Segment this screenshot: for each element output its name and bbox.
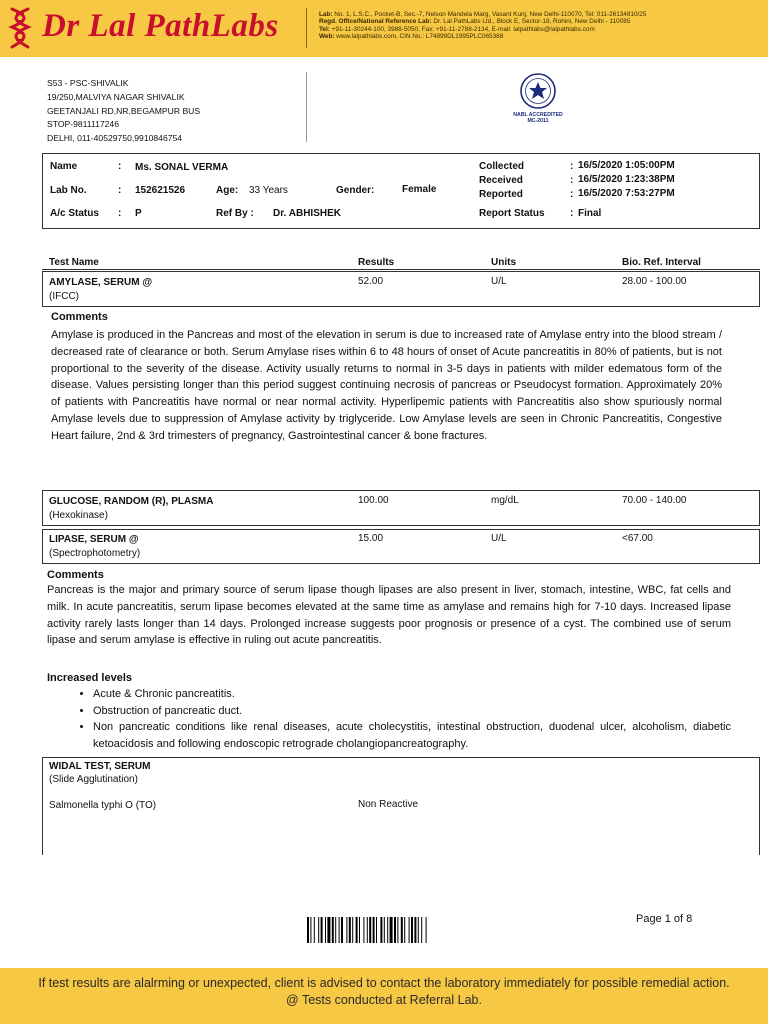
widal-sub-test-name: Salmonella typhi O (TO) (49, 800, 157, 811)
collection-center-address (47, 77, 200, 146)
increased-levels-heading: Increased levels (47, 672, 133, 684)
lab-number: 152621526 (135, 185, 186, 196)
lipase-unit: U/L (491, 533, 507, 544)
col-results: Results (358, 257, 395, 268)
glucose-result: 100.00 (358, 495, 389, 506)
gender-value: Female (402, 184, 437, 195)
widal-test-name: WIDAL TEST, SERUM (49, 761, 151, 772)
center-line: GEETANJALI RD,NR,BEGAMPUR BUS (47, 105, 201, 116)
col-bio-ref: Bio. Ref. Interval (622, 257, 701, 268)
footer-disclaimer (0, 975, 768, 1009)
list-item: • Non pancreatic conditions like renal diseases, acute cholecystitis, intestinal obstruction, duodenal ulcer, alcoholism, diabetic ketoacidosis and following endoscopic retrograde cholangiopancreatography. (93, 719, 731, 752)
glucose-ref-interval: 70.00 - 140.00 (622, 495, 687, 506)
reported-value: 16/5/2020 7:53:27PM (578, 188, 675, 199)
colon: : (118, 161, 122, 172)
center-line: S53 - PSC-SHIVALIK (47, 78, 129, 88)
center-line: DELHI, 011-40529750,9910846754 (47, 133, 183, 144)
amylase-ref-interval: 28.00 - 100.00 (622, 276, 687, 287)
refby-value: Dr. ABHISHEK (273, 208, 341, 219)
collected-value: 16/5/2020 1:05:00PM (578, 160, 675, 171)
report-status-value: Final (578, 208, 602, 219)
refby-label: Ref By : (216, 208, 254, 219)
colon: : (570, 161, 574, 172)
colon: : (570, 175, 574, 186)
amylase-comments-text: Amylase is produced in the Pancreas and most of the elevation in serum is due to increased rate of Amylase entry into the blood stream / decreased rate of clearance or both. Serum Amylase rises within 6 to 48 hours of onset of Acute pancreatitis in 80% of patients, but is not proportional to the severity of the disease. Activity usually returns to normal in 3-5 days in patients with milder edematous form of the disease. Values persisting longer than this period suggest continuing necrosis of pancreas or Pseudocyst formation. Approximately 20% of patients with Pancreatitis have normal or near normal activity. Hyperlipemic patients with Pancreatitis also show spuriously normal Amylase levels due to suppression of Amylase activity by triglyceride. Low Amylase levels are seen in Chronic Pancreatitis, Congestive Heart failure, 2nd & 3rd trimesters of pregnancy, Gastrointestinal cancer & bone fractures. (51, 329, 722, 442)
header-divider (306, 8, 307, 48)
center-divider (306, 72, 307, 142)
acstatus-value: P (135, 208, 142, 219)
received-label: Received (479, 175, 523, 186)
gender-label: Gender: (336, 185, 375, 196)
phone-line: Tel: +91-11-30244-100, 3988-5050, Fax: +91-11-2788-2134, E-mail: lalpathlabs@lalpathlabs.com (319, 25, 595, 33)
colon: : (570, 189, 574, 200)
reported-label: Reported (479, 189, 523, 200)
colon: : (570, 208, 574, 219)
amylase-comments-heading: Comments (51, 311, 108, 323)
nabl-accreditation-text: NABL ACCREDITED MC-2011 (513, 112, 563, 124)
col-units: Units (491, 257, 516, 268)
lipase-ref-interval: <67.00 (622, 533, 653, 544)
received-value: 16/5/2020 1:23:38PM (578, 174, 675, 185)
glucose-test-name: GLUCOSE, RANDOM (R), PLASMA (49, 496, 214, 507)
regd-office-line: Regd. Office/National Reference Lab: Dr. Lal PathLabs Ltd., Block E, Sector-18, Rohini, New Delhi - 110085 (319, 18, 631, 26)
lipase-result: 15.00 (358, 533, 384, 544)
increased-levels-list (47, 686, 731, 752)
dna-helix-logo-icon (8, 6, 32, 50)
page-number: Page 1 of 8 (636, 913, 693, 925)
widal-method: (Slide Agglutination) (49, 774, 138, 785)
colon: : (118, 208, 122, 219)
report-status-label: Report Status (479, 208, 545, 219)
age-label: Age: (216, 185, 239, 196)
lipase-comments-heading: Comments (47, 569, 104, 581)
footer-line-2: @ Tests conducted at Referral Lab. (286, 993, 482, 1007)
age-value: 33 Years (249, 185, 288, 196)
barcode-icon (307, 917, 472, 943)
lipase-method: (Spectrophotometry) (49, 548, 141, 559)
list-item: • Acute & Chronic pancreatitis. (93, 686, 731, 703)
footer-line-1: If test results are alalrming or unexpected, client is advised to contact the laboratory immediately for possible remedial action. (38, 976, 730, 990)
amylase-test-name: AMYLASE, SERUM @ (49, 277, 153, 288)
collected-label: Collected (479, 161, 525, 172)
acstatus-label: A/c Status (50, 208, 99, 219)
patient-name: Ms. SONAL VERMA (135, 162, 229, 173)
brand-logo-text: Dr Lal PathLabs (42, 8, 279, 44)
center-line: STOP-9811117246 (47, 119, 119, 130)
lab-contact-info (319, 11, 764, 40)
lipase-test-name: LIPASE, SERUM @ (49, 534, 139, 545)
glucose-unit: mg/dL (491, 495, 519, 506)
lab-address-line: Lab: No. 1, L.S.C., Pocket-B, Sec.-7, Nelson Mandela Marg, Vasant Kunj, New Delhi-110070, Tel: 011-26134810/25 (319, 11, 647, 18)
amylase-method: (IFCC) (49, 291, 79, 302)
col-test-name: Test Name (49, 257, 99, 268)
widal-sub-result: Non Reactive (358, 799, 419, 810)
center-line: 19/250,MALVIYA NAGAR SHIVALIK (47, 91, 185, 102)
amylase-result: 52.00 (358, 276, 384, 287)
colon: : (118, 185, 122, 196)
labno-label: Lab No. (50, 185, 87, 196)
list-item: • Obstruction of pancreatic duct. (93, 703, 731, 720)
name-label: Name (50, 161, 78, 172)
amylase-unit: U/L (491, 276, 507, 287)
table-header-rule (42, 269, 760, 270)
glucose-method: (Hexokinase) (49, 510, 108, 521)
web-line: Web: www.lalpathlabs.com, CIN No.: L74899DL1995PLC065388 (319, 32, 504, 40)
lipase-comments-text: Pancreas is the major and primary source of serum lipase though lipases are also present in liver, stomach, intestine, WBC, fat cells and milk. In acute pancreatitis, serum lipase becomes elevated at the same time as amylase and remains high for 7-10 days. Increased lipase activity rarely lasts longer than 14 days. Prolonged increase suggests poor prognosis or presence of a cyst. The combined use of serum lipase and serum amylase is effective in ruling out acute pancreatitis. (47, 584, 731, 647)
